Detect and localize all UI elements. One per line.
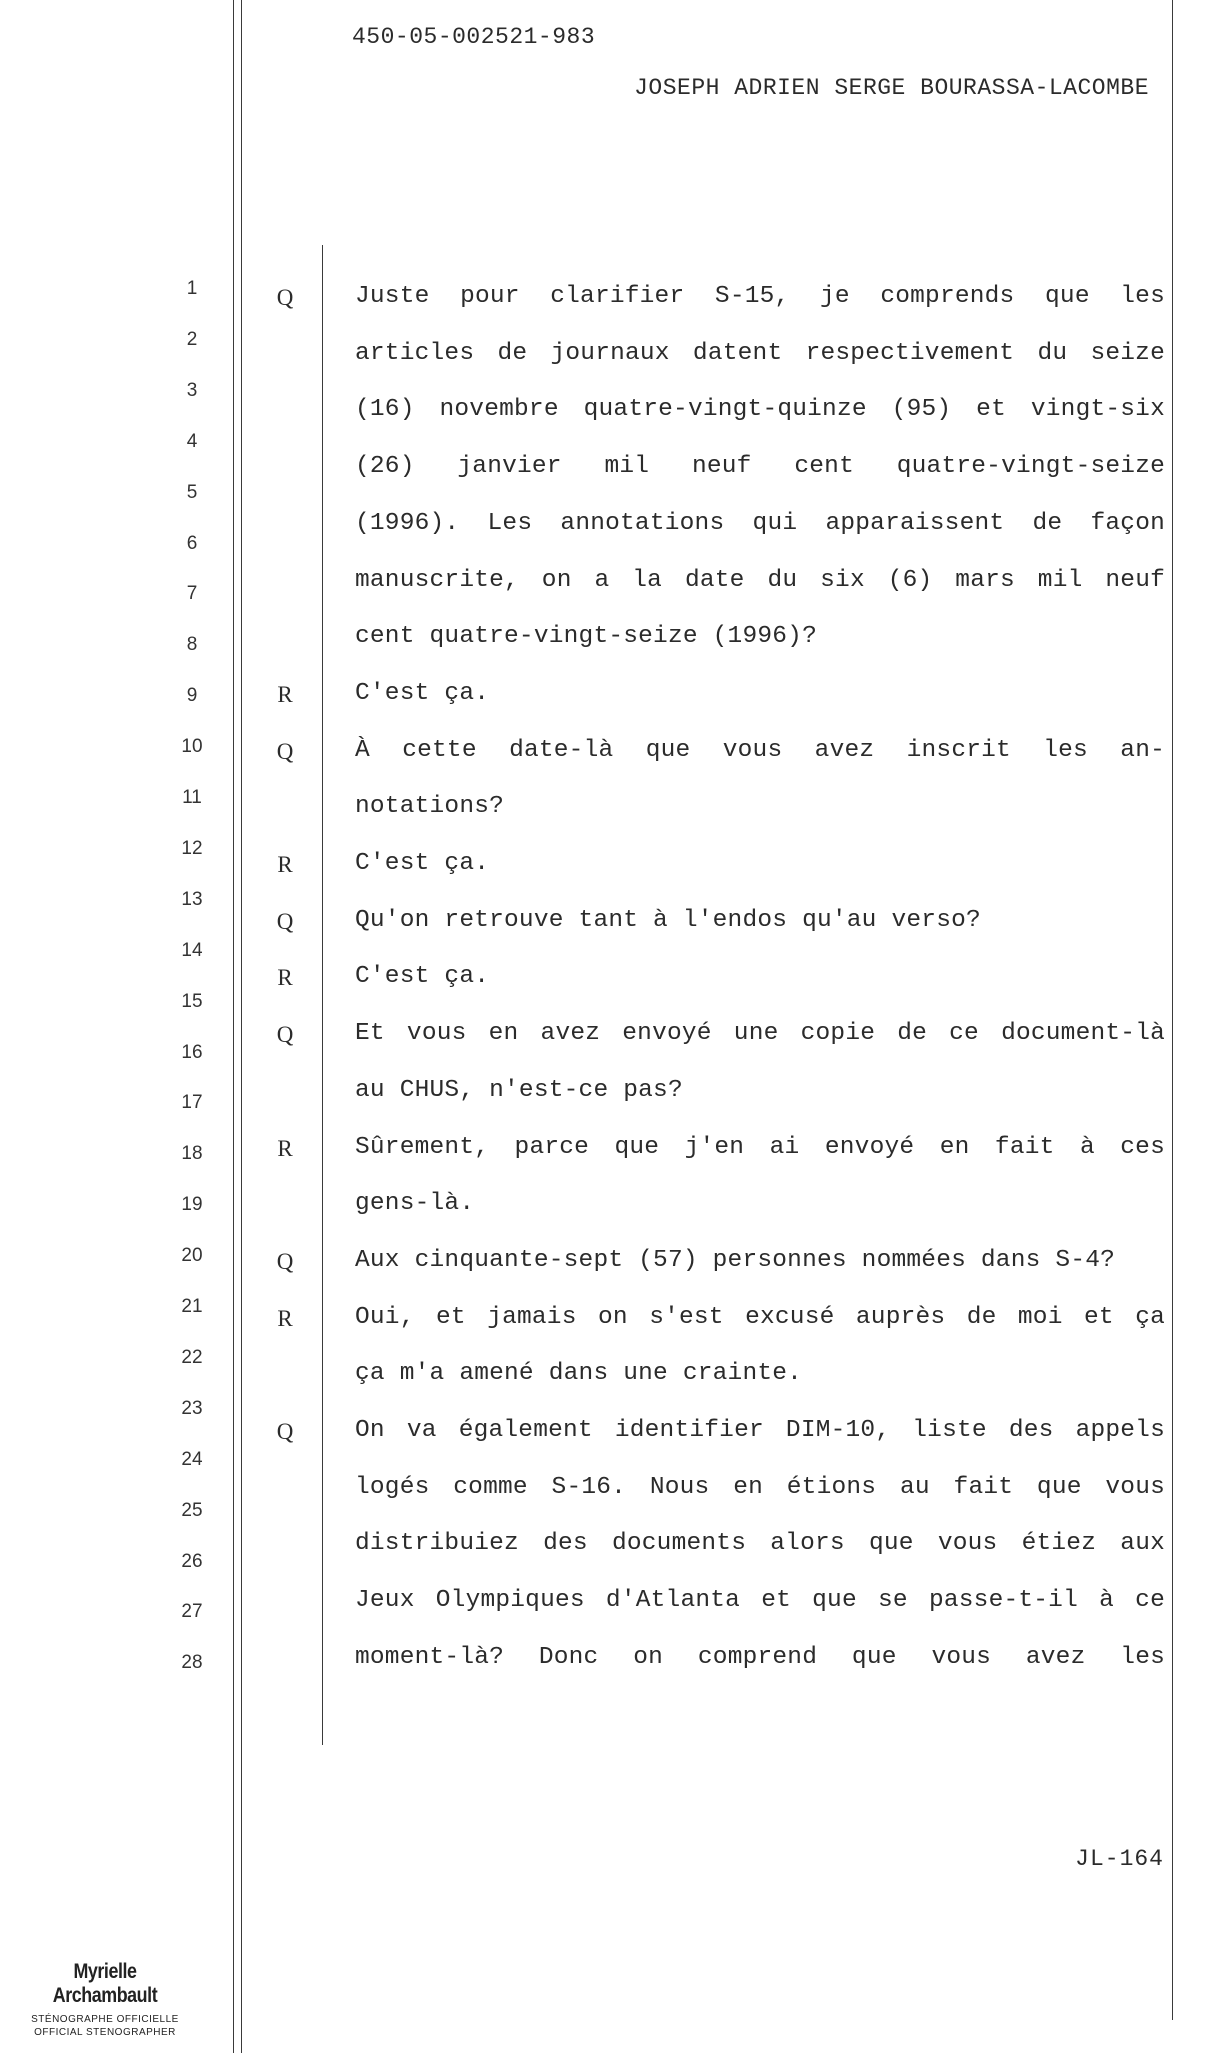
line-number: 5 (186, 481, 198, 503)
speaker-label: Q (276, 908, 294, 934)
speaker-label: R (277, 852, 293, 877)
transcript-line: Qu'on retrouve tant à l'endos qu'au verso? (355, 906, 981, 934)
transcript-line: À cette date-là que vous avez inscrit les an- (355, 736, 1165, 764)
transcript-line: Sûrement, parce que j'en ai envoyé en fait à ces (355, 1133, 1165, 1161)
transcript-line: moment-là? Donc on comprend que vous avez les (355, 1643, 1165, 1671)
transcript-line: distribuiez des documents alors que vous étiez aux (355, 1530, 1165, 1558)
line-number: 24 (181, 1448, 203, 1470)
witness-name: JOSEPH ADRIEN SERGE BOURASSA-LACOMBE (634, 75, 1149, 101)
line-number: 11 (182, 787, 202, 808)
transcript-line: C'est ça. (355, 850, 490, 877)
line-number: 6 (186, 532, 198, 554)
line-number: 7 (186, 583, 198, 605)
transcript-line: Jeux Olympiques d'Atlanta et que se passe-t-il à ce (355, 1587, 1165, 1615)
transcript-line: manuscrite, on a la date du six (6) mars mil neuf (355, 566, 1165, 594)
stenographer-title-en: OFFICIAL STENOGRAPHER (34, 2027, 176, 2038)
file-number: 450-05-002521-983 (352, 24, 596, 50)
speaker-label: Q (276, 1419, 294, 1444)
line-number: 26 (181, 1550, 203, 1572)
stenographer-name: Myrielle Archambault (52, 1960, 158, 2007)
transcript-line: Aux cinquante-sept (57) personnes nommées dans S-4? (355, 1246, 1116, 1274)
line-number: 13 (181, 888, 203, 910)
line-number: 23 (181, 1397, 203, 1419)
line-number: 25 (181, 1499, 203, 1521)
line-number: 10 (181, 736, 203, 758)
line-number: 15 (181, 990, 203, 1012)
transcript-line: Oui, et jamais on s'est excusé auprès de moi et ça (355, 1303, 1165, 1331)
line-number: 21 (181, 1296, 203, 1317)
transcript-line: C'est ça. (355, 963, 490, 991)
speaker-label: R (277, 1305, 293, 1331)
transcript-line: ça m'a amené dans une crainte. (355, 1360, 803, 1388)
transcript-line: au CHUS, n'est-ce pas? (355, 1076, 683, 1104)
transcript-line: (26) janvier mil neuf cent quatre-vingt-seize (355, 453, 1165, 481)
line-number: 17 (181, 1092, 203, 1114)
transcript-line: (1996). Les annotations qui apparaissent de façon (355, 509, 1165, 537)
line-number: 4 (186, 430, 198, 452)
left-margin-rule-1 (233, 0, 234, 2053)
line-number: 8 (186, 634, 198, 656)
speaker-label: Q (276, 285, 294, 310)
transcript-line: (16) novembre quatre-vingt-quinze (95) et vingt-six (355, 396, 1165, 424)
line-number: 12 (181, 837, 203, 859)
right-margin-rule (1172, 0, 1173, 2020)
line-number: 28 (181, 1652, 203, 1674)
transcript-line: logés comme S-16. Nous en étions au fait que vous (355, 1473, 1165, 1501)
transcript-line: Et vous en avez envoyé une copie de ce document-là (355, 1020, 1165, 1048)
label-column-rule (322, 245, 323, 1745)
page-code: JL-164 (1075, 1846, 1164, 1872)
line-number: 3 (186, 379, 198, 401)
line-number: 14 (181, 939, 203, 961)
line-number: 19 (181, 1194, 203, 1216)
line-number: 27 (181, 1601, 203, 1623)
transcript-line: notations? (355, 793, 505, 821)
transcript-line: On va également identifier DIM-10, liste des appels (355, 1417, 1165, 1444)
stenographer-title-fr: STÉNOGRAPHE OFFICIELLE (31, 2014, 179, 2025)
speaker-label: Q (276, 1248, 294, 1274)
line-number: 16 (181, 1041, 203, 1063)
left-margin-rule-2 (241, 0, 242, 2053)
line-number: 18 (181, 1143, 203, 1165)
transcript-line: gens-là. (355, 1190, 475, 1218)
speaker-label: R (277, 1135, 293, 1161)
stenographer-stamp (10, 1960, 200, 2038)
line-number: 20 (181, 1245, 203, 1267)
transcript-line: Juste pour clarifier S-15, je comprends que les (355, 283, 1165, 310)
speaker-label: Q (276, 1022, 294, 1048)
speaker-label: R (277, 681, 293, 707)
transcript-line: cent quatre-vingt-seize (1996)? (355, 623, 817, 651)
transcript-line: C'est ça. (355, 679, 490, 707)
transcript-line: articles de journaux datent respectivement du seize (355, 339, 1165, 367)
speaker-label: R (277, 965, 293, 991)
line-number: 22 (181, 1346, 203, 1368)
line-number: 2 (186, 328, 198, 350)
speaker-label: Q (276, 738, 294, 764)
line-number: 9 (186, 685, 198, 707)
line-number: 1 (186, 278, 198, 299)
